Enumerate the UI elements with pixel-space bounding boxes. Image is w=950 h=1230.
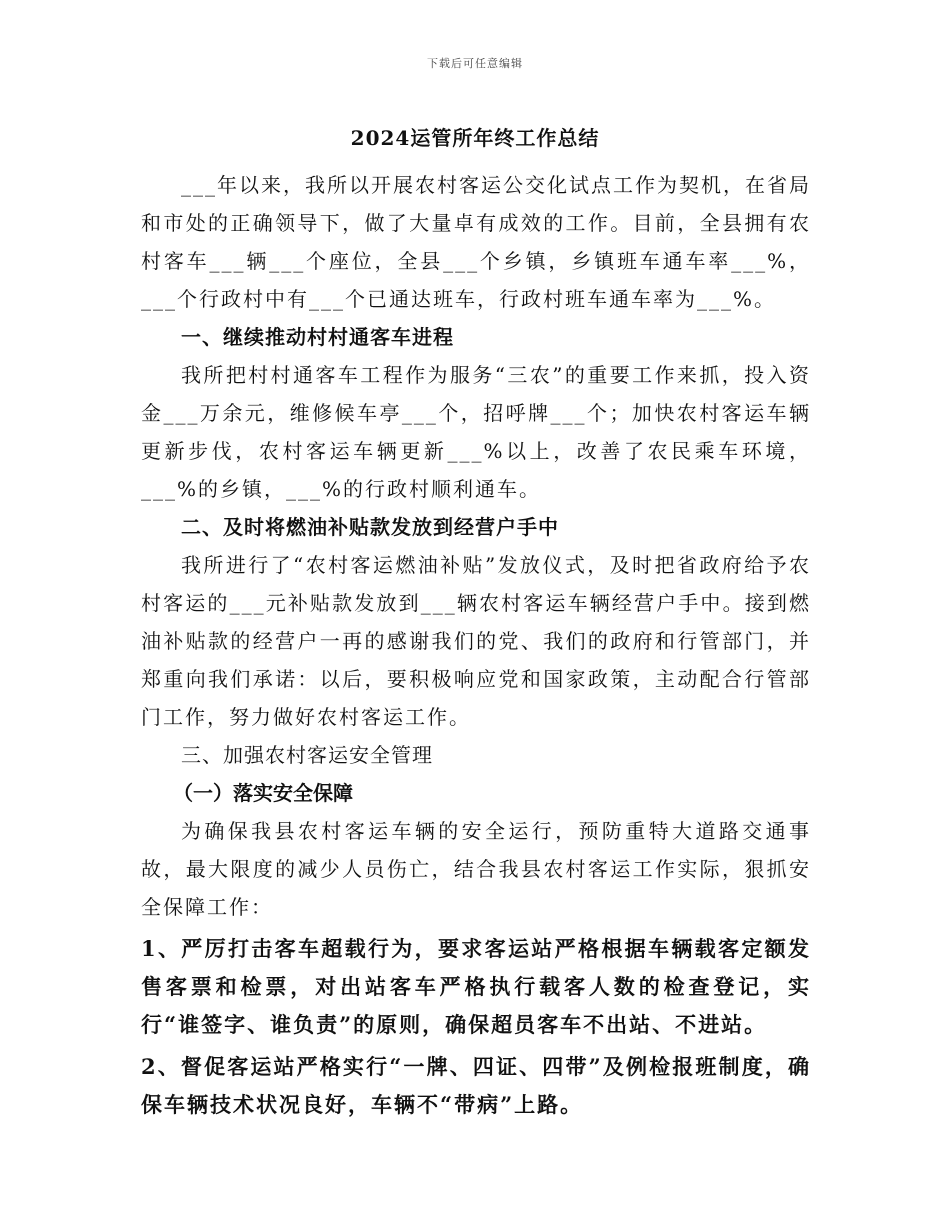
- subsection-heading-1: （一）落实安全保障: [173, 781, 353, 805]
- section-2-paragraph: 我所进行了“农村客运燃油补贴”发放仪式，及时把省政府给予农村客运的___元补贴款发放到___辆农村客运车辆经营户手中。接到燃油补贴款的经营户一再的感谢我们的党、我们的政府和行管部门，并郑重向我们承诺：以后，要积极响应党和国家政策，主动配合行管部门工作，努力做好农村客运工作。: [141, 553, 811, 729]
- document-title: 2024运管所年终工作总结: [350, 126, 600, 150]
- intro-paragraph: ___年以来，我所以开展农村客运公交化试点工作为契机，在省局和市处的正确领导下，做了大量卓有成效的工作。目前，全县拥有农村客车___辆___个座位，全县___个乡镇，乡镇班车通车率___%，___个行政村中有___个已通达班车，行政村班车通车率为___%。: [141, 173, 811, 311]
- section-1-paragraph: 我所把村村通客车工程作为服务“三农”的重要工作来抓，投入资金___万余元，维修候车亭___个，招呼牌___个；加快农村客运车辆更新步伐，农村客运车辆更新___%以上，改善了农民乘车环境，___%的乡镇，___%的行政村顺利通车。: [141, 363, 811, 501]
- header-note: 下载后可任意编辑: [427, 57, 523, 70]
- measure-item-1: 1、严厉打击客车超载行为，要求客运站严格根据车辆载客定额发售客票和检票，对出站客车严格执行载客人数的检查登记，实行“谁签字、谁负责”的原则，确保超员客车不出站、不进站。: [141, 936, 811, 1037]
- measure-item-2: 2、督促客运站严格实行“一牌、四证、四带”及例检报班制度，确保车辆技术状况良好，车辆不“带病”上路。: [141, 1054, 811, 1117]
- document-body: [141, 166, 811, 1124]
- subsection-1-paragraph: 为确保我县农村客运车辆的安全运行，预防重特大道路交通事故，最大限度的减少人员伤亡，结合我县农村客运工作实际，狠抓安全保障工作：: [141, 819, 811, 919]
- section-heading-3: 三、加强农村客运安全管理: [181, 743, 433, 767]
- section-heading-1: 一、继续推动村村通客车进程: [181, 325, 454, 349]
- section-heading-2: 二、及时将燃油补贴款发放到经营户手中: [181, 515, 559, 539]
